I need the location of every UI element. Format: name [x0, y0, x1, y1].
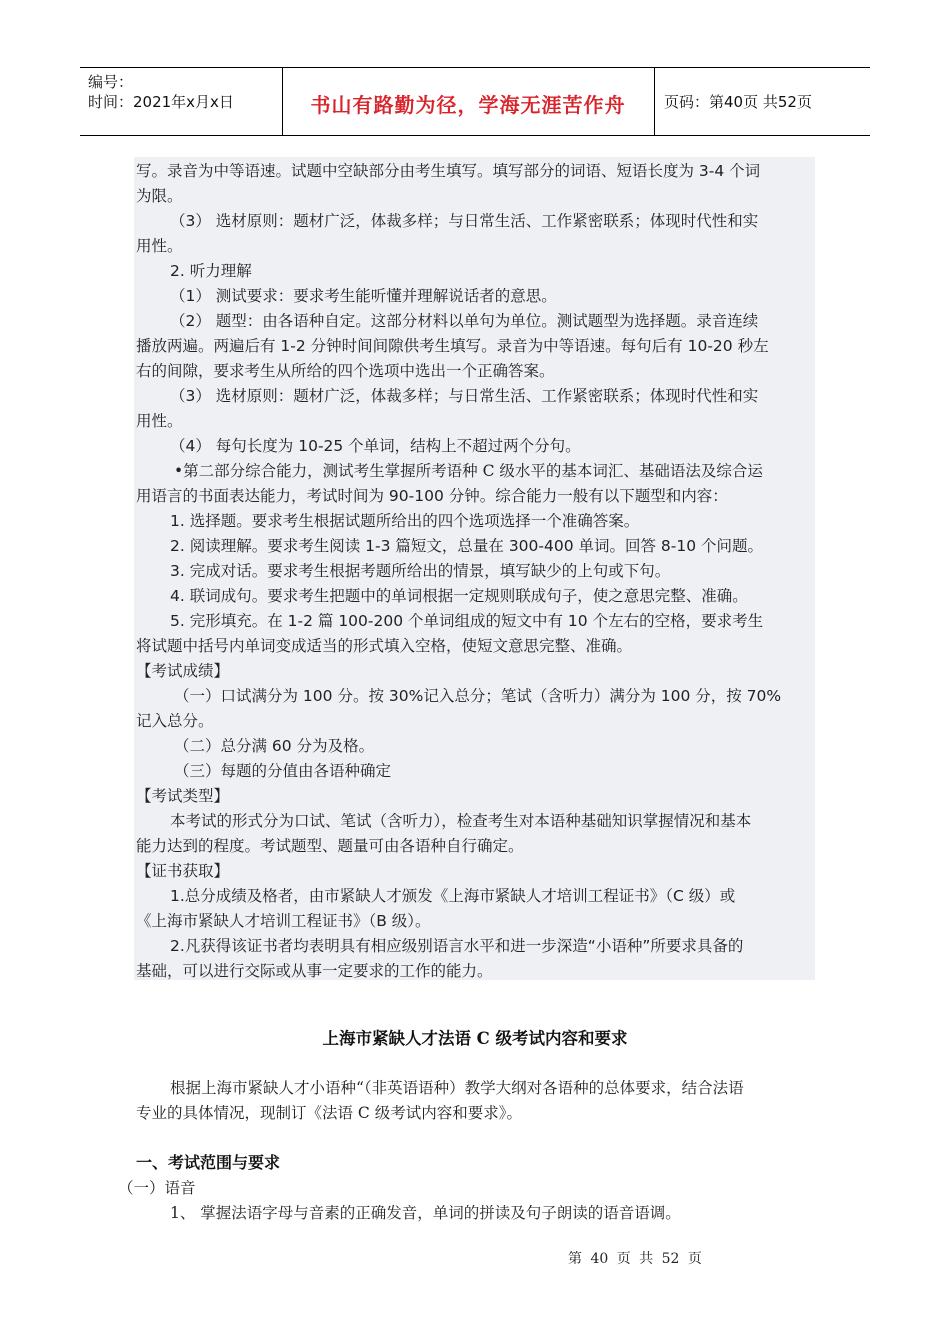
content-line: （3） 选材原则：题材广泛，体裁多样；与日常生活、工作紧密联系；体现时代性和实 — [170, 387, 759, 405]
content-line: 将试题中括号内单词变成适当的形式填入空格，使短文意思完整、准确。 — [136, 637, 633, 655]
header-bottom-rule — [80, 135, 870, 136]
section-title: 上海市紧缺人才法语 C 级考试内容和要求 — [322, 1029, 628, 1048]
content-line: 3. 完成对话。要求考生根据考题所给出的情景，填写缺少的上句或下句。 — [170, 562, 671, 580]
content-line: 用语言的书面表达能力，考试时间为 90-100 分钟。综合能力一般有以下题型和内容： — [136, 487, 728, 505]
content-line: 4. 联词成句。要求考生把题中的单词根据一定规则联成句子，使之意思完整、准确。 — [170, 587, 748, 605]
content-line: 5. 完形填充。在 1-2 篇 100-200 个单词组成的短文中有 10 个左右的空格，要求考生 — [170, 612, 764, 630]
content-line: 1.总分成绩及格者，由市紧缺人才颁发《上海市紧缺人才培训工程证书》（C 级）或 — [170, 887, 736, 905]
content-line: 记入总分。 — [136, 712, 214, 730]
content-line: （二）总分满 60 分为及格。 — [174, 737, 375, 755]
content-line: 右的间隙，要求考生从所给的四个选项中选出一个正确答案。 — [136, 362, 555, 380]
header-time-label: 时间：2021年x月x日 — [88, 93, 234, 111]
content-line: 《上海市紧缺人才培训工程证书》（B 级）。 — [136, 912, 431, 930]
intro-line: 专业的具体情况，现制订《法语 C 级考试内容和要求》。 — [136, 1104, 522, 1122]
header-divider-right — [654, 67, 655, 135]
header-motto: 书山有路勤为径，学海无涯苦作舟 — [310, 93, 626, 117]
content-line: 2. 阅读理解。要求考生阅读 1-3 篇短文，总量在 300-400 单词。回答 8-10 个问题。 — [170, 537, 764, 555]
header-page-label: 页码：第40页 共52页 — [664, 93, 812, 111]
content-line: 1. 选择题。要求考生根据试题所给出的四个选项选择一个准确答案。 — [170, 512, 640, 530]
content-line: （3） 选材原则：题材广泛，体裁多样；与日常生活、工作紧密联系；体现时代性和实 — [170, 212, 759, 230]
section-heading-certificate: 【证书获取】 — [136, 862, 230, 880]
content-line: 播放两遍。两遍后有 1-2 分钟时间间隙供考生填写。录音为中等语速。每句后有 10-20 秒左 — [136, 337, 769, 355]
content-line: 用性。 — [136, 412, 183, 430]
content-line: 能力达到的程度。考试题型、题量可由各语种自行确定。 — [136, 837, 524, 855]
content-line: （三）每题的分值由各语种确定 — [174, 762, 392, 780]
intro-line: 根据上海市紧缺人才小语种“（非英语语种）教学大纲对各语种的总体要求，结合法语 — [170, 1079, 744, 1097]
page-footer: 第 40 页 共 52 页 — [568, 1251, 702, 1267]
content-line: （1） 测试要求：要求考生能听懂并理解说话者的意思。 — [170, 287, 557, 305]
heading-exam-scope: 一、考试范围与要求 — [136, 1153, 281, 1172]
header-number-label: 编号： — [88, 73, 134, 91]
section-heading-exam-scores: 【考试成绩】 — [136, 662, 230, 680]
content-line: 用性。 — [136, 237, 183, 255]
content-line: 基础，可以进行交际或从事一定要求的工作的能力。 — [136, 962, 493, 980]
sub-heading-phonetics: （一）语音 — [118, 1179, 196, 1197]
phonetics-item-1: 1、 掌握法语字母与音素的正确发音，单词的拼读及句子朗读的语音语调。 — [170, 1204, 681, 1222]
content-line: •第二部分综合能力，测试考生掌握所考语种 C 级水平的基本词汇、基础语法及综合运 — [174, 462, 763, 480]
content-line: （4） 每句长度为 10-25 个单词，结构上不超过两个分句。 — [170, 437, 581, 455]
content-line: 2.凡获得该证书者均表明具有相应级别语言水平和进一步深造“小语种”所要求具备的 — [170, 937, 744, 955]
section-heading-exam-type: 【考试类型】 — [136, 787, 230, 805]
content-line: 为限。 — [136, 187, 183, 205]
content-line: （一）口试满分为 100 分。按 30%记入总分；笔试（含听力）满分为 100 分，按 70% — [174, 687, 782, 705]
content-line: 本考试的形式分为口试、笔试（含听力），检查考生对本语种基础知识掌握情况和基本 — [170, 812, 752, 830]
content-line: 写。录音为中等语速。试题中空缺部分由考生填写。填写部分的词语、短语长度为 3-4 个词 — [136, 162, 761, 180]
header-top-rule — [80, 67, 870, 68]
content-line: （2） 题型：由各语种自定。这部分材料以单句为单位。测试题型为选择题。录音连续 — [170, 312, 759, 330]
content-line: 2. 听力理解 — [170, 262, 252, 280]
